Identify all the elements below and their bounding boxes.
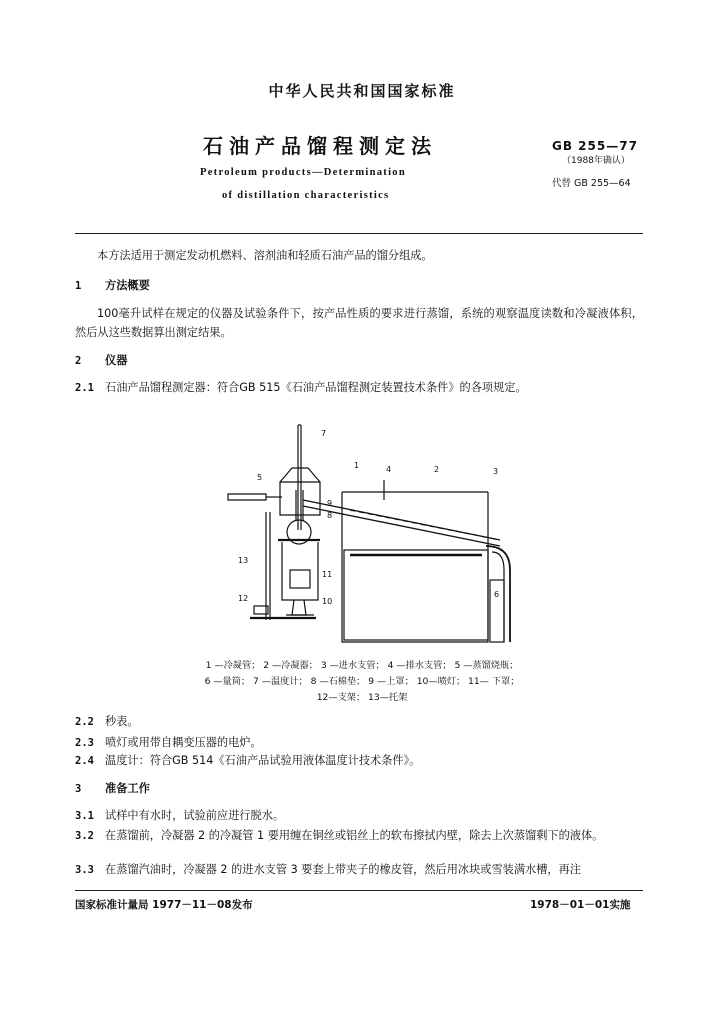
distillation-apparatus-figure (220, 420, 520, 652)
item-number: 3.1 (75, 810, 94, 822)
item-text: 温度计：符合GB 514《石油产品试验用液体温度计技术条件》。 (105, 754, 421, 767)
item-2-4 (75, 753, 420, 769)
item-2-3 (75, 735, 262, 751)
item-3-1 (75, 808, 284, 824)
footer-divider (75, 890, 643, 891)
english-title-line2: of distillation characteristics (222, 190, 390, 201)
item-3-3 (75, 862, 643, 878)
figure-label-12: 13 (238, 556, 249, 565)
intro-paragraph: 本方法适用于测定发动机燃料、溶剂油和轻质石油产品的馏分组成。 (97, 249, 433, 262)
issue-date: 国家标准计量局 1977－11－08发布 (75, 899, 253, 911)
figure-label-1: 7 (321, 429, 327, 438)
item-number: 2.2 (75, 716, 94, 728)
upper-hood (280, 482, 320, 515)
item-text: 石油产品馏程测定器：符合GB 515《石油产品馏程测定装置技术条件》的各项规定。 (105, 381, 527, 394)
item-2-2 (75, 714, 139, 730)
lower-hood (282, 542, 318, 600)
item-text: 在蒸馏汽油时，冷凝器 2 的进水支管 3 要套上带夹子的橡皮管，然后用冰块或雪装满水槽，再注 (105, 863, 581, 876)
figure-label-7: 6 (494, 590, 500, 599)
figure-caption-line2: 6 —量筒； 7 —温度计； 8 —石棉垫； 9 —上罩； 10—喷灯； 11— 下罩； (204, 676, 520, 687)
effective-date: 1978－01－01实施 (530, 899, 631, 911)
header-divider (75, 233, 643, 234)
item-3-2 (75, 826, 643, 846)
item-number: 3.3 (75, 864, 94, 876)
figure-label-8: 9 (327, 499, 333, 508)
item-text: 试样中有水时，试验前应进行脱水。 (105, 809, 285, 822)
figure-label-3: 2 (434, 465, 440, 474)
document-title: 石油产品馏程测定法 (203, 134, 437, 158)
figure-caption-line1: 1 —冷凝管； 2 —冷凝器； 3 —进水支管； 4 —排水支管； 5 —蒸馏烧瓶； (205, 660, 519, 671)
item-number: 2.4 (75, 755, 94, 767)
condenser-tube (303, 500, 500, 540)
condenser-box (342, 492, 488, 642)
clamp-handle (228, 494, 266, 500)
english-title-line1: Petroleum products—Determination (200, 167, 406, 178)
section-title: 仪器 (105, 354, 128, 367)
item-number: 2.1 (75, 382, 94, 394)
figure-label-9: 8 (327, 511, 333, 520)
item-2-1 (75, 380, 527, 396)
figure-label-11: 11 (322, 570, 333, 579)
section-3-heading (75, 780, 150, 796)
figure-label-6: 5 (257, 473, 263, 482)
section-number: 1 (75, 280, 82, 292)
section-number: 2 (75, 355, 82, 367)
item-number: 3.2 (75, 830, 94, 842)
figure-caption-line3: 12—支架； 13—托架 (316, 692, 408, 703)
item-text: 喷灯或用带自耦变压器的电炉。 (105, 736, 262, 749)
item-text: 秒表。 (105, 715, 139, 728)
figure-label-2: 1 (354, 461, 360, 470)
standard-number: GB 255—77 (552, 139, 638, 153)
section-1-text: 100毫升试样在规定的仪器及试验条件下，按产品性质的要求进行蒸馏，系统的观察温度读数和冷凝液体积，然后从这些数据算出测定结果。 (75, 307, 643, 339)
section-2-heading (75, 352, 127, 368)
burner (292, 600, 306, 615)
figure-label-10: 10 (322, 597, 333, 606)
figure-label-13: 12 (238, 594, 249, 603)
confirmation-note: （1988年确认） (562, 156, 630, 166)
section-title: 准备工作 (105, 782, 150, 795)
replaces-note: 代替 GB 255—64 (552, 178, 631, 189)
item-text: 在蒸馏前，冷凝器 2 的冷凝管 1 要用缠在铜丝或铝丝上的软布擦拭内壁，除去上次蒸馏剩下的液体。 (105, 829, 604, 842)
section-1-heading (75, 277, 150, 293)
section-title: 方法概要 (105, 279, 150, 292)
item-number: 2.3 (75, 737, 94, 749)
figure-label-5: 4 (386, 465, 392, 474)
figure-label-4: 3 (493, 467, 499, 476)
national-standard-heading: 中华人民共和国国家标准 (268, 82, 456, 100)
section-number: 3 (75, 783, 82, 795)
water-bath (344, 550, 488, 640)
